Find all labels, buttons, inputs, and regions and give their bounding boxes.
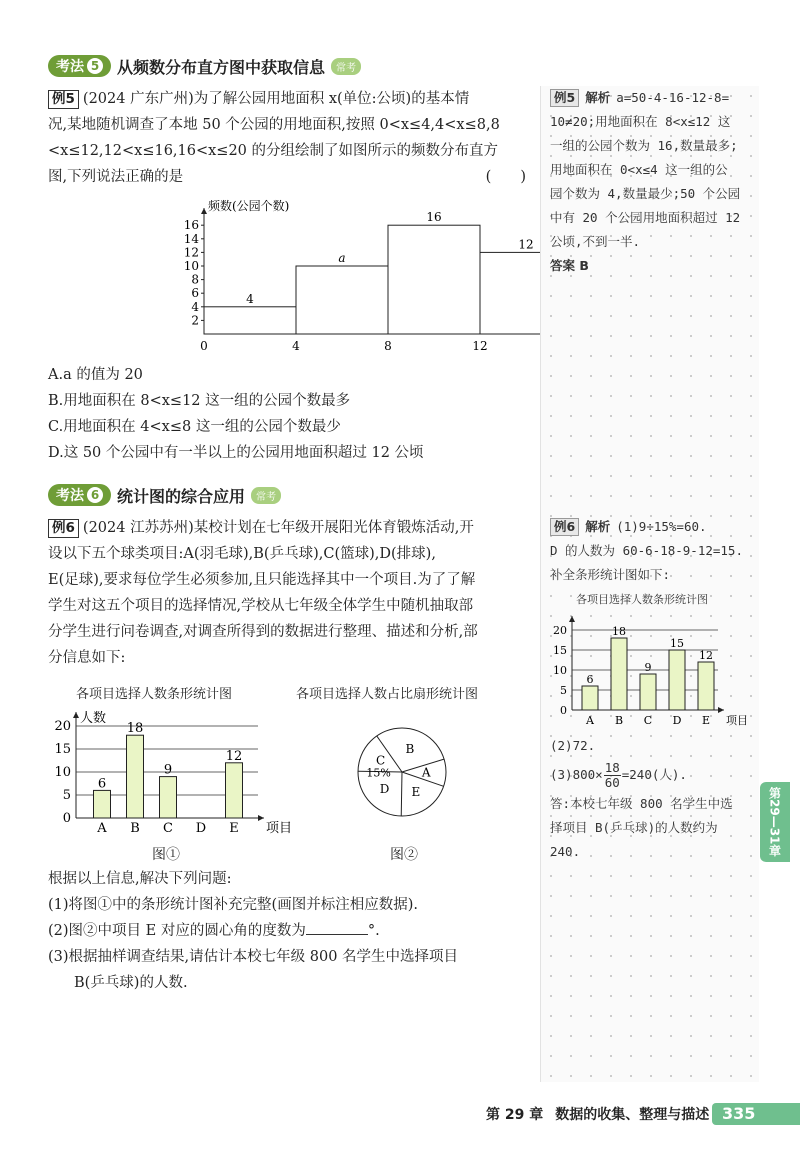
ex5-options xyxy=(48,362,424,466)
pie-slice-label: E xyxy=(411,784,421,799)
hist-bar-label: 16 xyxy=(426,210,442,225)
side5-head: 解析 xyxy=(585,90,611,105)
ex5-line4: 图,下列说法正确的是 xyxy=(48,169,184,185)
side6 xyxy=(550,515,756,587)
bar2-bar-label: 6 xyxy=(586,673,594,686)
ex5-line3: <x≤12,12<x≤16,16<x≤20 的分组绘制了如图所示的频数分布直方 xyxy=(48,143,499,159)
bar1-bar-label: 9 xyxy=(163,762,173,778)
bar2-y-tick-label: 10 xyxy=(553,664,567,677)
bar1-x-arrow xyxy=(258,815,264,821)
side5-answer-label: 答案 xyxy=(550,258,576,273)
method5-num: 5 xyxy=(87,58,103,74)
side5-line2: 10≠20;用地面积在 8<x≤12 这 xyxy=(550,114,731,129)
bar1-bar xyxy=(226,763,243,818)
side5-line1: a=50-4-16-12-8= xyxy=(616,90,730,105)
bar1-y-arrow xyxy=(73,712,79,718)
bar2-bar-label: 12 xyxy=(699,649,713,662)
bar1-y-tick-label: 5 xyxy=(62,788,71,803)
bar2-x-tick-label: D xyxy=(672,714,682,727)
ex6-label: 例6 xyxy=(48,519,79,538)
bar2-bar-label: 15 xyxy=(670,637,684,650)
side5-answer-value: B xyxy=(579,258,589,273)
side6-fraction xyxy=(604,761,621,790)
bar2-bar-label: 9 xyxy=(644,661,652,674)
hist-y-tick-label: 6 xyxy=(191,286,199,301)
side6-line2: D 的人数为 60-6-18-9-12=15. xyxy=(550,543,743,558)
method6-badge: 常考 xyxy=(251,487,281,504)
side5-line4: 用地面积在 0<x≤4 这一组的公 xyxy=(550,162,728,177)
side5-label: 例5 xyxy=(550,89,579,107)
hist-bar-label: a xyxy=(338,251,346,265)
side5-line7: 公顷,不到一半. xyxy=(550,234,641,249)
ex6-q2-blank[interactable] xyxy=(306,920,368,935)
footer-chapter: 第 29 章 xyxy=(486,1107,544,1123)
side6-a3-post: =240(人). xyxy=(621,767,687,782)
side6-a3-pre: (3)800× xyxy=(550,767,603,782)
method5-tag xyxy=(48,55,111,77)
histogram-chart xyxy=(176,196,534,360)
hist-y-tick-label: 10 xyxy=(183,259,199,273)
page-number: 335 xyxy=(716,1103,761,1125)
bar2-x-tick-label: B xyxy=(614,714,624,727)
bar1-x-tick-label: B xyxy=(130,821,140,836)
hist-bar-label: 12 xyxy=(518,237,534,252)
ex6-q3-line1: (3)根据抽样调查结果,请估计本校七年级 800 名学生中选择项目 xyxy=(48,949,459,965)
bar1-y-label: 人数 xyxy=(80,711,107,726)
bar2-x-tick-label: C xyxy=(643,714,653,727)
ex6-q2-suffix: °. xyxy=(367,923,380,939)
side5 xyxy=(550,86,756,278)
bar1-bar-label: 6 xyxy=(97,776,107,792)
method5-badge: 常考 xyxy=(331,58,361,75)
bar2-y-tick-label: 20 xyxy=(553,624,567,637)
figure2-caption: 图② xyxy=(390,847,418,863)
bar2-bar-label: 18 xyxy=(612,625,626,638)
bar1-x-tick-label: E xyxy=(229,821,239,836)
bar2-x-arrow xyxy=(718,707,724,713)
bar1-bar-label: 18 xyxy=(126,721,144,737)
ex6-problem xyxy=(48,515,526,671)
bar2-y-arrow xyxy=(569,616,575,622)
ex5-option-b: B.用地面积在 8<x≤12 这一组的公园个数最多 xyxy=(48,393,351,409)
bar-chart-title: 各项目选择人数条形统计图 xyxy=(76,687,233,702)
bar1-x-tick-label: D xyxy=(195,821,207,836)
bar1-bar xyxy=(160,777,177,818)
ex6-q3-line2: B(乒乓球)的人数. xyxy=(74,975,188,991)
hist-bar xyxy=(388,225,480,334)
ex6-questions xyxy=(48,866,458,996)
bar1-bar xyxy=(127,735,144,818)
hist-y-tick-label: 16 xyxy=(183,218,199,233)
hist-y-label: 频数(公园个数) xyxy=(208,199,290,213)
page-footer xyxy=(486,1104,709,1124)
ex5-answer-paren: ( ) xyxy=(485,169,526,185)
hist-x-tick-label: 0 xyxy=(200,339,208,353)
side6-conclusion-3: 240. xyxy=(550,844,581,859)
bar-chart-original xyxy=(48,702,293,840)
hist-bar-label: 4 xyxy=(246,291,254,306)
ex5-line2: 况,某地随机调查了本地 50 个公园的用地面积,按照 0<x≤4,4<x≤8,8 xyxy=(48,117,500,133)
bar1-bar xyxy=(94,790,111,818)
pie-chart xyxy=(356,726,448,818)
pie-slice-label: D xyxy=(379,781,390,796)
ex6-q1: (1)将图①中的条形统计图补充完整(画图并标注相应数据). xyxy=(48,897,418,913)
bar2-bar xyxy=(582,686,598,710)
bar2-y-tick-label: 15 xyxy=(553,644,567,657)
side6-head: 解析 xyxy=(585,519,611,534)
method5-title: 从频数分布直方图中获取信息 xyxy=(117,57,326,77)
method5-header xyxy=(48,54,361,78)
side6-a3 xyxy=(550,758,756,792)
hist-y-tick-label: 8 xyxy=(191,272,199,287)
side6-conclusion-2: 择项目 B(乒乓球)的人数约为 xyxy=(550,820,718,835)
hist-x-tick-label: 4 xyxy=(292,339,300,353)
hist-y-tick-label: 2 xyxy=(191,313,199,328)
bar1-y-tick-label: 0 xyxy=(62,811,71,826)
ex6-line3: E(足球),要求每位学生必须参加,且只能选择其中一个项目.为了了解 xyxy=(48,572,476,588)
bar1-x-tick-label: C xyxy=(163,821,173,836)
side5-line6: 中有 20 个公园用地面积超过 12 xyxy=(550,210,741,225)
hist-x-tick-label: 12 xyxy=(472,339,488,353)
bar1-y-tick-label: 15 xyxy=(54,742,71,757)
bar-chart-complete xyxy=(550,610,750,734)
ex6-line1: (2024 江苏苏州)某校计划在七年级开展阳光体育锻炼活动,开 xyxy=(82,520,474,536)
hist-bar xyxy=(296,266,388,334)
ex5-option-a: A.a 的值为 20 xyxy=(48,367,143,383)
ex5-label: 例5 xyxy=(48,90,79,109)
bar2-x-label: 项目 xyxy=(726,714,748,727)
method6-title: 统计图的综合应用 xyxy=(117,486,246,506)
side6-answers xyxy=(550,734,756,864)
pie-slice-percent: 15% xyxy=(366,766,391,780)
side6-fraction-num: 18 xyxy=(604,759,620,775)
hist-y-tick-label: 4 xyxy=(191,299,199,314)
ex5-option-d: D.这 50 个公园中有一半以上的公园用地面积超过 12 公顷 xyxy=(48,445,424,461)
bar2-y-tick-label: 5 xyxy=(560,684,567,697)
side5-line3: 一组的公园个数为 16,数量最多; xyxy=(550,138,738,153)
ex6-q2-text: (2)图②中项目 E 对应的圆心角的度数为 xyxy=(48,923,306,939)
side5-answer xyxy=(550,254,756,278)
bar2-bar xyxy=(669,650,685,710)
bar2-x-tick-label: A xyxy=(586,714,594,727)
side6-line3: 补全条形统计图如下: xyxy=(550,567,671,582)
method6-tag-text: 考法 xyxy=(56,488,84,504)
method6-tag xyxy=(48,484,111,506)
side5-line5: 园个数为 4,数量最少;50 个公园 xyxy=(550,186,741,201)
chapter-side-tab[interactable]: 第29—31章 xyxy=(760,782,790,862)
ex6-q2 xyxy=(48,918,458,944)
bar2-x-tick-label: E xyxy=(701,714,711,727)
ex6-q-intro: 根据以上信息,解决下列问题: xyxy=(48,871,232,887)
hist-y-tick-label: 14 xyxy=(183,231,199,246)
bar2-bar xyxy=(611,638,627,710)
side6-a2: (2)72. xyxy=(550,738,596,753)
method6-num: 6 xyxy=(87,487,103,503)
side6-conclusion-1: 答:本校七年级 800 名学生中选 xyxy=(550,796,733,811)
hist-x-tick-label: 8 xyxy=(384,339,392,353)
side6-fraction-den: 60 xyxy=(604,774,620,790)
ex6-line4: 学生对这五个项目的选择情况,学校从七年级全体学生中随机抽取部 xyxy=(48,598,474,614)
pie-slice-label: C xyxy=(376,753,386,768)
method5-tag-text: 考法 xyxy=(56,59,84,75)
hist-y-arrow xyxy=(201,208,207,214)
bar2-y-tick-label: 0 xyxy=(560,704,567,717)
hist-bar xyxy=(204,307,296,334)
ex6-line2: 设以下五个球类项目:A(羽毛球),B(乒乓球),C(篮球),D(排球), xyxy=(48,546,436,562)
bar1-x-label: 项目 xyxy=(266,821,293,836)
bar1-y-tick-label: 20 xyxy=(54,719,71,734)
hist-y-tick-label: 12 xyxy=(183,245,199,260)
method6-header xyxy=(48,483,281,507)
figure1-caption: 图① xyxy=(152,847,180,863)
bar1-bar-label: 12 xyxy=(225,748,243,764)
side6-label: 例6 xyxy=(550,518,579,536)
pie-slice-label: A xyxy=(421,765,431,780)
side-chart-title: 各项目选择人数条形统计图 xyxy=(576,593,708,606)
ex5-problem xyxy=(48,86,526,190)
pie-chart-title: 各项目选择人数占比扇形统计图 xyxy=(296,687,479,702)
bar1-y-tick-label: 10 xyxy=(54,765,71,780)
side6-line1: (1)9÷15%=60. xyxy=(616,519,707,534)
bar1-x-tick-label: A xyxy=(97,821,107,836)
footer-title: 数据的收集、整理与描述 xyxy=(555,1107,710,1123)
bar2-bar xyxy=(640,674,656,710)
ex5-option-c: C.用地面积在 4<x≤8 这一组的公园个数最少 xyxy=(48,419,341,435)
bar2-bar xyxy=(698,662,714,710)
ex5-line1: (2024 广东广州)为了解公园用地面积 x(单位:公顷)的基本情 xyxy=(82,91,470,107)
ex6-line5: 分学生进行问卷调查,对调查所得到的数据进行整理、描述和分析,部 xyxy=(48,624,478,640)
pie-slice-label: B xyxy=(405,742,415,757)
ex6-line6: 分信息如下: xyxy=(48,650,126,666)
